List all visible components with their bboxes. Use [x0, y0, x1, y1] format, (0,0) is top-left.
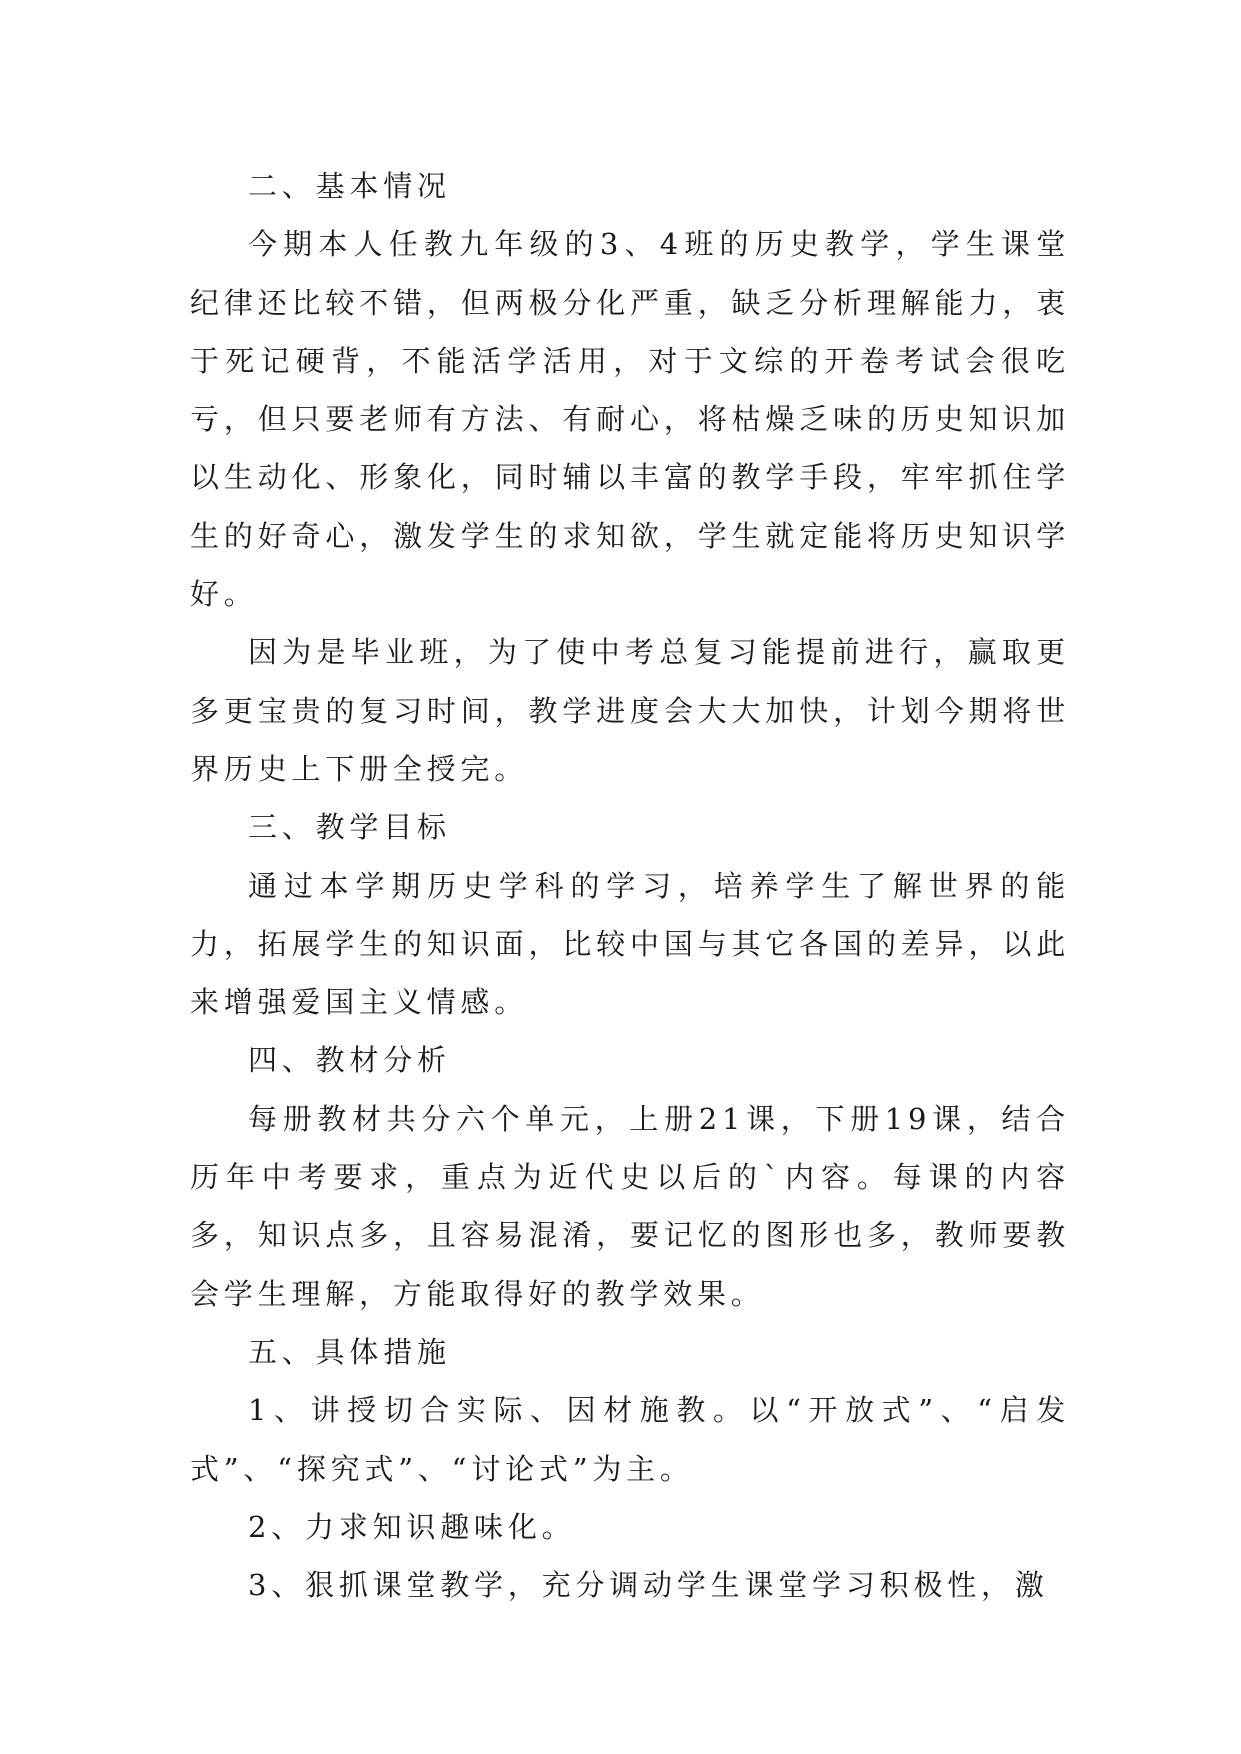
section-heading-teaching-goals: 三、教学目标 [248, 810, 451, 845]
paragraph-class-situation: 今期本人任教九年级的3、4班的历史教学，学生课堂纪律还比较不错，但两极分化严重，缺乏分析理解能力，衷于死记硬背，不能活学活用，对于文综的开卷考试会很吃亏，但只要老师有方法、有耐心，将枯燥乏味的历史知识加以生动化、形象化，同时辅以丰富的教学手段，牢牢抓住学生的好奇心，激发学生的求知欲，学生就定能将历史知识学好。 [190, 227, 1070, 612]
paragraph-teaching-schedule: 因为是毕业班，为了使中考总复习能提前进行，赢取更多更宝贵的复习时间，教学进度会大大加快，计划今期将世界历史上下册全授完。 [190, 635, 1070, 786]
document-page [190, 157, 1070, 1614]
paragraph-textbook-analysis: 每册教材共分六个单元，上册21课，下册19课，结合历年中考要求，重点为近代史以后的`内容。每课的内容多，知识点多，且容易混淆，要记忆的图形也多，教师要教会学生理解，方能取得好的教学效果。 [190, 1101, 1070, 1311]
paragraph-teaching-goals: 通过本学期历史学科的学习，培养学生了解世界的能力，拓展学生的知识面，比较中国与其它各国的差异，以此来增强爱国主义情感。 [190, 868, 1070, 1020]
measure-item-2: 2、力求知识趣味化。 [248, 1509, 576, 1544]
measure-item-1: 1、讲授切合实际、因材施教。以“开放式”、“启发式”、“探究式”、“讨论式”为主。 [190, 1393, 1070, 1486]
section-heading-basic-situation: 二、基本情况 [248, 169, 451, 203]
measure-item-3: 3、狠抓课堂教学，充分调动学生课堂学习积极性，激 [248, 1568, 1049, 1603]
section-heading-specific-measures: 五、具体措施 [248, 1334, 451, 1369]
section-heading-textbook-analysis: 四、教材分析 [248, 1043, 451, 1078]
